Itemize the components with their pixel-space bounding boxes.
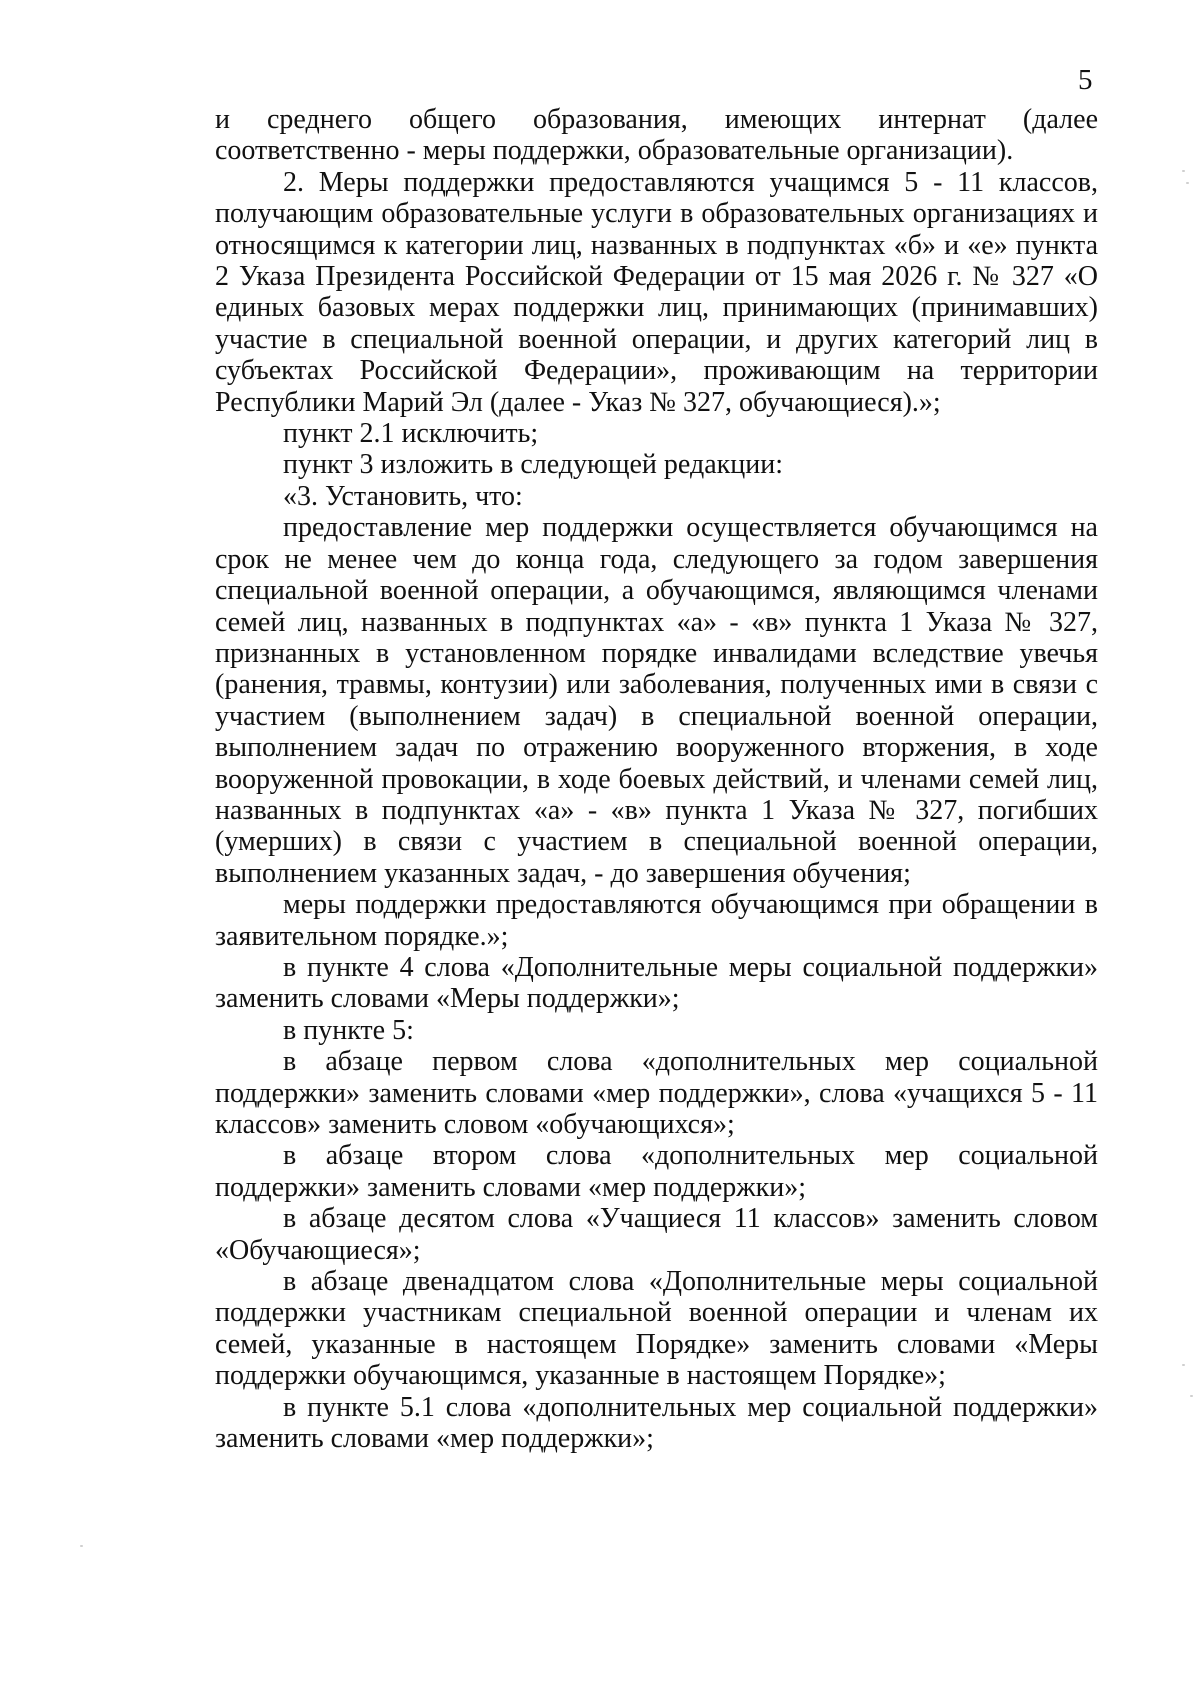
paragraph-item-5-first: в абзаце первом слова «дополнительных мер социальной поддержки» заменить словами «мер поддержки», слова «учащихся 5 - 11 классов» заменить словом «обучающихся»; <box>215 1046 1098 1140</box>
scan-speck <box>1182 1364 1185 1366</box>
paragraph-item-4: в пункте 4 слова «Дополнительные меры социальной поддержки» заменить словами «Меры поддержки»; <box>215 951 1098 1015</box>
scan-speck <box>80 1545 83 1547</box>
paragraph-item-5-intro: в пункте 5: <box>283 1014 414 1046</box>
paragraph-item-3-intro: пункт 3 изложить в следующей редакции: <box>283 449 783 481</box>
document-body <box>215 104 1098 1454</box>
scan-speck <box>1186 182 1189 184</box>
paragraph-support-duration: предоставление мер поддержки осуществляется обучающимся на срок не менее чем до конца года, следующего за годом завершения специальной военной операции, а обучающимся, являющимся членами семей лиц, названных в подпунктах «а» - «в» пункта 1 Указа № 327, признанных в установленном порядке инвалидами вследствие увечья (ранения, травмы, контузии) или заболевания, полученных ими в связи с участием (выполнением задач) в специальной военной операции, выполнением задач по отражению вооруженного вторжения, в ходе вооруженной провокации, в ходе боевых действий, и членами семей лиц, названных в подпунктах «а» - «в» пункта 1 Указа № 327, погибших (умерших) в связи с участием в специальной военной операции, выполнением указанных задач, - до завершения обучения; <box>215 512 1098 889</box>
scan-speck <box>1182 170 1185 172</box>
paragraph-item-2-1: пункт 2.1 исключить; <box>283 418 539 450</box>
paragraph-item-5-second: в абзаце втором слова «дополнительных мер социальной поддержки» заменить словами «мер поддержки»; <box>215 1140 1098 1203</box>
paragraph-item-3-heading: «3. Установить, что: <box>283 480 523 512</box>
paragraph-application-order: меры поддержки предоставляются обучающимся при обращении в заявительном порядке.»; <box>215 889 1098 952</box>
page-number: 5 <box>1078 64 1093 96</box>
paragraph-item-5-twelfth: в абзаце двенадцатом слова «Дополнительные меры социальной поддержки участникам специальной военной операции и членам их семей, указанные в настоящем Порядке» заменить словами «Меры поддержки обучающимся, указанные в настоящем Порядке»; <box>215 1266 1098 1392</box>
paragraph-item-5-1: в пункте 5.1 слова «дополнительных мер социальной поддержки» заменить словами «мер поддержки»; <box>215 1391 1098 1455</box>
scan-speck <box>1190 1395 1193 1397</box>
paragraph-item-5-tenth: в абзаце десятом слова «Учащиеся 11 классов» заменить словом «Обучающиеся»; <box>215 1203 1098 1266</box>
paragraph-clause-2: 2. Меры поддержки предоставляются учащимся 5 - 11 классов, получающим образовательные услуги в образовательных организациях и относящимся к категории лиц, названных в подпунктах «б» и «е» пункта 2 Указа Президента Российской Федерации от 15 мая 2026 г. № 327 «О единых базовых мерах поддержки лиц, принимающих (принимавших) участие в специальной военной операции, и других категорий лиц в субъектах Российской Федерации», проживающим на территории Республики Марий Эл (далее - Указ № 327, обучающиеся).»; <box>215 166 1098 418</box>
paragraph-continuation: и среднего общего образования, имеющих интернат (далее соответственно - меры поддержки, образовательные организации). <box>215 104 1098 167</box>
